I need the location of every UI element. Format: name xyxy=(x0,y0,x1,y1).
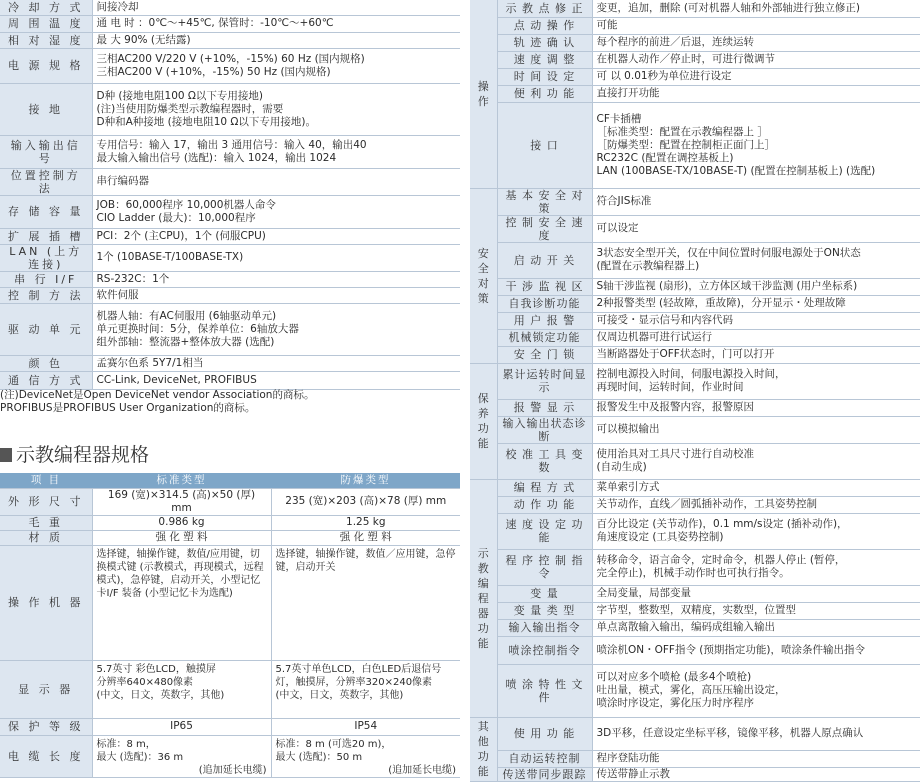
table-row xyxy=(470,664,920,717)
value-line: PCI：2个 (主CPU)，1个 (伺服CPU) xyxy=(96,229,266,242)
value-line: 单元更换时间：5分，保养单位：6轴放大器 xyxy=(96,322,299,335)
header-explosion-proof: 防爆类型 xyxy=(271,473,460,488)
value-line: 关节动作，直线／圆弧插补动作，工具姿势控制 xyxy=(596,498,817,510)
value-line: 标准：8 m (可选20 m)， xyxy=(275,738,392,750)
value-line: CC-Link, DeviceNet, PROFIBUS xyxy=(96,373,257,386)
explosion-proof-value xyxy=(271,660,460,718)
table-row xyxy=(0,371,460,389)
header-standard: 标准类型 xyxy=(92,473,271,488)
function-value xyxy=(592,750,920,767)
value-line: 最大 (选配)：36 m xyxy=(96,751,184,763)
group-label-text: 操作 xyxy=(477,79,489,108)
table-row xyxy=(470,312,920,329)
value-line: 通 电 时 ：0℃～+45℃, 保管时：-10℃～+60℃ xyxy=(96,17,334,29)
note-line: (注)DeviceNet是Open DeviceNet vendor Association的商标。 xyxy=(0,389,315,401)
spec-label: 保 护 等 级 xyxy=(0,718,92,735)
function-value xyxy=(592,717,920,750)
spec-value xyxy=(92,244,460,271)
function-value xyxy=(592,34,920,51)
table-row xyxy=(470,215,920,242)
function-value xyxy=(592,636,920,664)
group-label-text: 其他功能 xyxy=(477,720,489,778)
table-row xyxy=(0,0,460,15)
value-line: 组外部轴：整流器+整体放大器 (选配) xyxy=(96,335,275,348)
value-line: (中文，日文，英数字，其他) xyxy=(96,689,225,701)
function-value xyxy=(592,513,920,549)
function-label: 喷涂控制指令 xyxy=(497,636,592,664)
value-line: 标准：8 m， xyxy=(96,738,156,750)
spec-value xyxy=(92,15,460,32)
function-label: 轨 迹 确 认 xyxy=(497,34,592,51)
value-line: 0.986 kg xyxy=(158,516,205,528)
table-row xyxy=(470,278,920,295)
table-row xyxy=(0,83,460,135)
spec-label: 扩 展 插 槽 xyxy=(0,228,92,244)
function-value xyxy=(592,399,920,416)
spec-label: 相 对 湿 度 xyxy=(0,32,92,48)
function-label: 接 口 xyxy=(497,102,592,188)
spec-label: 电 源 规 格 xyxy=(0,48,92,83)
value-line: 转移命令，语言命令，定时命令，机器人停止 (暂停， xyxy=(596,554,846,566)
spec-value xyxy=(92,135,460,168)
spec-label: 驱 动 单 元 xyxy=(0,303,92,355)
function-spec-column xyxy=(470,0,920,782)
value-line: 专用信号：输入 17，输出 3 通用信号：输入 40，输出40 xyxy=(96,138,367,151)
value-line: 程序登陆功能 xyxy=(596,752,660,764)
table-row xyxy=(470,51,920,68)
value-line: 全局变量，局部变量 xyxy=(596,587,691,599)
spec-value xyxy=(92,195,460,228)
value-line: 软件伺服 xyxy=(96,288,139,301)
spec-value xyxy=(92,355,460,371)
value-line: 可以模拟输出 xyxy=(596,423,660,435)
value-line: 三相AC200 V (+10%，-15%) 50 Hz (国内规格) xyxy=(96,65,331,78)
value-line: 间接冷却 xyxy=(96,0,139,13)
value-line: 变更，追加，删除 (可对机器人轴和外部轴进行独立修正) xyxy=(596,1,861,14)
value-line: 可以对应多个喷枪 (最多4个喷枪) xyxy=(596,671,752,683)
standard-value xyxy=(92,660,271,718)
function-label: 机械锁定功能 xyxy=(497,329,592,346)
value-line: 1个 (10BASE-T/100BASE-TX) xyxy=(96,251,244,263)
standard-value xyxy=(92,735,271,777)
value-line: 最大 (选配)：50 m xyxy=(275,751,363,763)
function-value xyxy=(592,312,920,329)
table-row xyxy=(470,295,920,312)
value-line: (自动生成) xyxy=(596,461,647,473)
spec-value xyxy=(92,303,460,355)
value-line: 3状态安全型开关，仅在中间位置时伺服电源处于ON状态 xyxy=(596,247,861,259)
value-line: 喷涂时序设定，雾化压力时序程序 xyxy=(596,697,754,709)
function-value xyxy=(592,17,920,34)
table-row xyxy=(0,271,460,287)
value-line: 可能 xyxy=(596,19,618,31)
table-row xyxy=(470,496,920,513)
value-line: 控制电源投入时间，伺服电源投入时间， xyxy=(596,368,786,380)
table-row xyxy=(0,48,460,83)
spec-value xyxy=(92,48,460,83)
table-row xyxy=(470,619,920,636)
teach-pendant-table-wrap xyxy=(0,473,460,778)
value-line: 完全停止)，机械手动作时也可执行指令。 xyxy=(596,567,790,579)
explosion-proof-value xyxy=(271,530,460,545)
function-value xyxy=(592,51,920,68)
spec-label: 输入输出信号 xyxy=(0,135,92,168)
group-label-text: 安全对策 xyxy=(477,246,489,305)
function-value xyxy=(592,85,920,102)
table-row xyxy=(0,303,460,355)
spec-label: 外 形 尺 寸 xyxy=(0,488,92,515)
spec-label: 毛 重 xyxy=(0,515,92,530)
table-row xyxy=(470,416,920,443)
function-label: 输入输出状态诊断 xyxy=(497,416,592,443)
value-line: IP54 xyxy=(354,720,378,732)
table-row xyxy=(0,287,460,303)
explosion-proof-value xyxy=(271,488,460,515)
table-row xyxy=(470,329,920,346)
standard-value xyxy=(92,545,271,660)
table-row xyxy=(0,735,460,777)
explosion-proof-value xyxy=(271,718,460,735)
value-line: RC232C (配置在调控基板上) xyxy=(596,151,734,164)
value-line: IP65 xyxy=(170,720,193,732)
spec-label: 操 作 机 器 xyxy=(0,545,92,660)
table-row xyxy=(470,0,920,17)
standard-value xyxy=(92,515,271,530)
table-row xyxy=(470,85,920,102)
group-label xyxy=(470,717,497,781)
value-line: CF卡插槽 xyxy=(596,112,642,125)
header-item: 项 目 xyxy=(0,473,92,488)
spec-label: 冷 却 方 式 xyxy=(0,0,92,15)
function-value xyxy=(592,215,920,242)
function-label: 点 动 操 作 xyxy=(497,17,592,34)
explosion-proof-value xyxy=(271,515,460,530)
value-line: 强 化 塑 料 xyxy=(155,531,208,543)
group-label xyxy=(470,0,497,188)
function-label: 动 作 功 能 xyxy=(497,496,592,513)
value-line: 5.7英寸 彩色LCD，触摸屏 xyxy=(96,663,216,675)
section-title: 示教编程器规格 xyxy=(0,440,149,467)
value-line: 3D平移，任意设定坐标平移，镜像平移，机器人原点确认 xyxy=(596,727,864,739)
function-value xyxy=(592,585,920,602)
function-value xyxy=(592,767,920,781)
value-line: 最大输入输出信号 (选配)：输入 1024，输出 1024 xyxy=(96,151,337,164)
value-line: 使用治具对工具尺寸进行自动校准 xyxy=(596,448,754,460)
value-line: 直接打开功能 xyxy=(596,87,660,99)
trademark-notes xyxy=(0,389,460,415)
table-row xyxy=(0,545,460,660)
group-label xyxy=(470,363,497,479)
value-line: ［防爆类型：配置在控制柜正面门上］ xyxy=(596,138,775,151)
value-line: 5.7英寸单色LCD，白色LED后退信号灯，触摸屏，分辨率320×240像素 xyxy=(275,663,442,688)
spec-label: 位置控制方法 xyxy=(0,168,92,195)
value-line: 符合JIS标准 xyxy=(596,195,652,207)
teach-pendant-table xyxy=(0,473,460,778)
table-row xyxy=(470,602,920,619)
value-line: 角速度设定 (工具姿势控制) xyxy=(596,531,724,543)
value-note: (追加延长电缆) xyxy=(198,764,267,776)
value-line: 传送带静止示教 xyxy=(596,767,670,780)
function-value xyxy=(592,346,920,363)
spec-value xyxy=(92,228,460,244)
function-label: 速 度 设 定 功 能 xyxy=(497,513,592,549)
function-label: 使 用 功 能 xyxy=(497,717,592,750)
value-line: 169 (宽)×314.5 (高)×50 (厚) mm xyxy=(107,488,256,514)
table-row xyxy=(0,515,460,530)
value-line: 三相AC200 V/220 V (+10%，-15%) 60 Hz (国内规格) xyxy=(96,52,365,65)
group-label xyxy=(470,479,497,717)
value-line: 串行编码器 xyxy=(96,175,149,187)
table-row xyxy=(470,34,920,51)
function-label: 时 间 设 定 xyxy=(497,68,592,85)
function-value xyxy=(592,0,920,17)
value-line: 选择键，轴操作键，数值／应用键，急停键，启动开关 xyxy=(275,548,456,573)
spec-value xyxy=(92,287,460,303)
function-label: 便 利 功 能 xyxy=(497,85,592,102)
value-line: 吐出量，模式，雾化，高压压输出设定， xyxy=(596,684,786,696)
spec-label: 电 缆 长 度 xyxy=(0,735,92,777)
standard-value xyxy=(92,530,271,545)
function-value xyxy=(592,416,920,443)
function-value xyxy=(592,188,920,215)
value-line: 选择键，轴操作键，数值/应用键，切换模式键 (示教模式，再现模式，远程模式)，急停键，启动开关，小型记忆卡I/F 装备 (小型记忆卡为选配) xyxy=(96,548,264,599)
function-label: 累计运转时间显示 xyxy=(497,363,592,399)
table-row xyxy=(470,346,920,363)
function-value xyxy=(592,278,920,295)
value-line: 最 大 90% (无结露) xyxy=(96,33,191,46)
function-label: 变 量 xyxy=(497,585,592,602)
table-row xyxy=(0,488,460,515)
function-label: 传送带同步跟踪 xyxy=(497,767,592,781)
note-line: PROFIBUS是PROFIBUS User Organization的商标。 xyxy=(0,402,256,414)
value-note: (追加延长电缆) xyxy=(388,764,456,776)
value-line: 可接受・显示信号和内容代码 xyxy=(596,314,733,326)
table-row xyxy=(470,585,920,602)
explosion-proof-value xyxy=(271,735,460,777)
value-line: 仅周边机器可进行试运行 xyxy=(596,331,712,343)
value-line: S轴干涉监视 (扇形)，立方体区域干涉监测 (用户坐标系) xyxy=(596,280,858,292)
function-label: 控 制 安 全 速 度 xyxy=(497,215,592,242)
value-line: 每个程序的前进／后退，连续运转 xyxy=(596,36,754,48)
function-label: 变 量 类 型 xyxy=(497,602,592,619)
value-line: 2种报警类型 (轻故障，重故障)，分开显示・处理故障 xyxy=(596,297,846,309)
table-row xyxy=(0,355,460,371)
function-value xyxy=(592,443,920,479)
function-label: 用 户 报 警 xyxy=(497,312,592,329)
value-line: 分辨率640×480像素 xyxy=(96,676,194,688)
value-line: D种和A种接地 (接地电阻10 Ω以下专用接地)。 xyxy=(96,115,317,128)
controller-spec-table xyxy=(0,0,460,390)
value-line: 235 (宽)×203 (高)×78 (厚) mm xyxy=(285,495,447,507)
spec-label: 显 示 器 xyxy=(0,660,92,718)
table-row xyxy=(0,718,460,735)
table-row xyxy=(470,242,920,278)
table-row xyxy=(470,750,920,767)
function-label: 编 程 方 式 xyxy=(497,479,592,496)
table-row xyxy=(470,549,920,585)
value-line: 单点离散输入输出，编码成组输入输出 xyxy=(596,621,775,633)
value-line: 再现时间，运转时间，作业时间 xyxy=(596,381,744,393)
table-row xyxy=(0,168,460,195)
function-value xyxy=(592,479,920,496)
value-line: 孟赛尔色系 5Y7/1相当 xyxy=(96,356,204,369)
function-label: 程 序 控 制 指 令 xyxy=(497,549,592,585)
value-line: ［标准类型：配置在示教编程器上 ］ xyxy=(596,125,768,138)
value-line: 1.25 kg xyxy=(346,516,386,528)
table-row xyxy=(0,660,460,718)
value-line: 百分比设定 (关节动作)，0.1 mm/s设定 (插补动作)， xyxy=(596,518,848,530)
table-header-row xyxy=(0,473,460,488)
function-value xyxy=(592,602,920,619)
table-row xyxy=(470,68,920,85)
table-row xyxy=(470,767,920,781)
table-row xyxy=(470,363,920,399)
table-row xyxy=(0,530,460,545)
spec-value xyxy=(92,271,460,287)
value-line: LAN (100BASE-TX/10BASE-T) (配置在控制基板上) (选配) xyxy=(596,164,876,177)
table-row xyxy=(470,636,920,664)
value-line: 报警发生中及报警内容，报警原因 xyxy=(596,401,754,413)
function-value xyxy=(592,496,920,513)
value-line: 菜单索引方式 xyxy=(596,481,660,493)
group-label-text: 保养功能 xyxy=(477,392,489,450)
function-value xyxy=(592,363,920,399)
table-row xyxy=(470,188,920,215)
function-value xyxy=(592,664,920,717)
table-row xyxy=(0,15,460,32)
spec-label: LAN (上方连接) xyxy=(0,244,92,271)
value-line: 强 化 塑 料 xyxy=(339,531,392,543)
table-row xyxy=(470,443,920,479)
table-row xyxy=(0,135,460,168)
standard-value xyxy=(92,488,271,515)
function-value xyxy=(592,549,920,585)
spec-label: 存 储 容 量 xyxy=(0,195,92,228)
table-row xyxy=(470,479,920,496)
value-line: RS-232C：1个 xyxy=(96,272,170,285)
standard-value xyxy=(92,718,271,735)
value-line: 可以设定 xyxy=(596,222,639,234)
explosion-proof-value xyxy=(271,545,460,660)
spec-label: 材 质 xyxy=(0,530,92,545)
function-value xyxy=(592,102,920,188)
spec-value xyxy=(92,32,460,48)
function-value xyxy=(592,295,920,312)
table-row xyxy=(0,228,460,244)
table-row xyxy=(470,399,920,416)
table-row xyxy=(470,513,920,549)
group-label xyxy=(470,188,497,363)
function-value xyxy=(592,242,920,278)
table-row xyxy=(0,32,460,48)
spec-value xyxy=(92,0,460,15)
table-row xyxy=(470,17,920,34)
spec-value xyxy=(92,371,460,389)
group-label-text: 示教编程器功能 xyxy=(477,546,489,650)
function-label: 校 准 工 具 变 数 xyxy=(497,443,592,479)
value-line: 在机器人动作／停止时，可进行微调节 xyxy=(596,53,775,65)
table-row xyxy=(0,195,460,228)
function-value xyxy=(592,619,920,636)
value-line: (中文，日文，英数字，其他) xyxy=(275,689,404,701)
function-label: 自我诊断功能 xyxy=(497,295,592,312)
table-row xyxy=(470,717,920,750)
spec-label: 控 制 方 法 xyxy=(0,287,92,303)
spec-value xyxy=(92,168,460,195)
value-line: CIO Ladder (最大)：10,000程序 xyxy=(96,211,256,224)
function-spec-table xyxy=(470,0,920,782)
function-label: 基 本 安 全 对 策 xyxy=(497,188,592,215)
function-label: 自动运转控制 xyxy=(497,750,592,767)
square-bullet-icon xyxy=(0,448,12,462)
value-line: 机器人轴：有AC伺服用 (6轴驱动单元) xyxy=(96,309,277,322)
spec-label: 通 信 方 式 xyxy=(0,371,92,389)
function-value xyxy=(592,329,920,346)
spec-label: 串 行 I/F xyxy=(0,271,92,287)
function-label: 干 涉 监 视 区 xyxy=(497,278,592,295)
spec-value xyxy=(92,83,460,135)
value-line: 可 以 0.01秒为单位进行设定 xyxy=(596,70,732,82)
value-line: 喷涂机ON・OFF指令 (预期指定功能)，喷涂条件输出指令 xyxy=(596,643,865,656)
function-label: 喷 涂 特 性 文 件 xyxy=(497,664,592,717)
function-label: 示 教 点 修 正 xyxy=(497,0,592,17)
value-line: D种 (接地电阻100 Ω以下专用接地) xyxy=(96,89,264,102)
table-row xyxy=(0,244,460,271)
function-label: 输入输出指令 xyxy=(497,619,592,636)
value-line: (配置在示教编程器上) xyxy=(596,260,700,272)
spec-label: 周 围 温 度 xyxy=(0,15,92,32)
function-label: 启 动 开 关 xyxy=(497,242,592,278)
value-line: 当断路器处于OFF状态时，门可以打开 xyxy=(596,348,775,360)
function-value xyxy=(592,68,920,85)
value-line: 字节型，整数型，双精度，实数型，位置型 xyxy=(596,604,796,616)
function-label: 安 全 门 锁 xyxy=(497,346,592,363)
spec-label: 颜 色 xyxy=(0,355,92,371)
function-label: 报 警 显 示 xyxy=(497,399,592,416)
function-label: 速 度 调 整 xyxy=(497,51,592,68)
value-line: (注)当使用防爆类型示教编程器时，需要 xyxy=(96,102,284,115)
controller-spec-column xyxy=(0,0,460,390)
spec-label: 接 地 xyxy=(0,83,92,135)
table-row xyxy=(470,102,920,188)
value-line: JOB：60,000程序 10,000机器人命令 xyxy=(96,198,276,211)
